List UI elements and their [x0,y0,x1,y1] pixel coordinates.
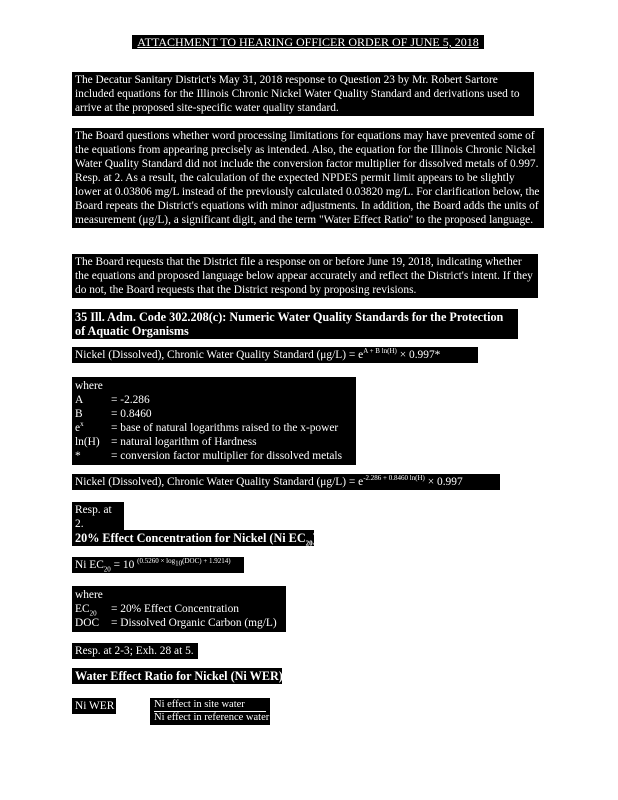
section-heading-ec20-close: ) [312,531,317,545]
equation-2-tail: × 0.997 [424,476,463,488]
definition-key: DOC [75,617,100,629]
citation-2: Resp. at 2-3; Exh. 28 at 5. [72,643,198,659]
definition-value: = 20% Effect Concentration [111,603,239,615]
definition-value: = -2.286 [111,394,150,406]
section-heading-ec20-sub: 20 [305,539,313,548]
section-heading-wer: Water Effect Ratio for Nickel (Ni WER) [72,668,282,684]
section-heading-ec20-text: 20% Effect Concentration for Nickel (Ni EC [75,531,306,545]
board-request-text: The Board requests that the District file a response on or before June 19, 2018, indicating whether the equations and proposed language below appear accurately and reflect the District's intent. If they do not, the Board requests that the District respond by proposing revisions. [75,256,533,296]
equation-3-exponent-text: (0.5260 × log [137,557,176,566]
definition-row [75,449,353,463]
definition-key: EC [75,603,90,615]
definition-key: A [75,394,84,406]
definitions-block-2 [72,586,286,632]
equation-1-lhs: Nickel (Dissolved), Chronic Water Quality Standard (μg/L) = e [75,349,364,361]
equation-3-lhs: Ni EC [75,559,104,571]
definition-row [75,602,283,616]
definition-row [75,435,353,449]
board-questions-text: The Board questions whether word processing limitations for equations may have prevented some of the equations from appearing precisely as intended. Also, the equation for the Illinois Chronic Nickel Water Quality Standard did not include the conversion factor multiplier for dissolved metals of 0.997. Resp. at 2. As a result, the calculation of the expected NPDES permit limit appears to be slightly lower at 0.03806 mg/L instead of the previously calculated 0.03820 mg/L. For clarification below, the Board repeats the District's equations with minor adjustments. In addition, the Board adds the units of measurement (μg/L), a significant digit, and the term "Water Effect Ratio" to the proposed language. [75,130,540,226]
equation-2-exponent: -2.286 + 0.8460 ln(H) [363,474,425,483]
equation-1 [72,347,478,363]
equation-2-lhs: Nickel (Dissolved), Chronic Water Quality Standard (μg/L) = e [75,476,364,488]
definition-value: = natural logarithm of Hardness [111,436,257,448]
wer-lhs: Ni WER [72,698,116,714]
equation-3 [72,557,244,573]
board-request-paragraph [72,254,538,298]
definition-key: * [75,450,81,462]
equation-3-exponent-sub: 10 [175,559,183,568]
definition-row [75,393,353,407]
equation-3-mid: = 10 [110,559,138,571]
wer-denominator: Ni effect in reference water [154,712,270,723]
definitions-block [72,377,356,465]
where-label: where [75,380,103,392]
page-title: ATTACHMENT TO HEARING OFFICER ORDER OF JUNE 5, 2018 [132,35,484,49]
where-label-2: where [75,589,103,601]
section-heading-code: 35 Ill. Adm. Code 302.208(c): Numeric Water Quality Standards for the Protection of Aquatic Organisms [72,309,518,339]
definition-row [75,421,353,435]
definition-value: = 0.8460 [111,408,152,420]
board-questions-paragraph [72,128,544,228]
equation-1-tail: × 0.997* [396,349,441,361]
definition-key: e [75,422,81,434]
definition-value: = conversion factor multiplier for dissolved metals [111,450,343,462]
intro-text: The Decatur Sanitary District's May 31, 2018 response to Question 23 by Mr. Robert Sartore included equations for the Illinois Chronic Nickel Water Quality Standard and derivations used to arrive at the proposed site-specific water quality standard. [75,74,520,114]
definition-value: = base of natural logarithms raised to the x-power [111,422,339,434]
definition-key: ln(H) [75,436,100,448]
citation-1: Resp. at 2. [72,502,124,532]
section-heading-ec20 [72,530,317,548]
equation-3-lhs-sub: 20 [103,565,111,574]
definition-key: B [75,408,83,420]
equation-3-exponent [137,557,231,568]
wer-numerator: Ni effect in site water [154,699,266,712]
equation-1-exponent: A + B ln(H) [363,347,397,356]
definition-row [75,407,353,421]
intro-paragraph [72,72,534,116]
definition-key-exponent: x [80,420,84,429]
definition-value: = Dissolved Organic Carbon (mg/L) [111,617,277,629]
equation-3-exponent-tail: (DOC) + 1.9214) [182,557,231,566]
wer-fraction [150,698,270,725]
definition-key-sub: 20 [89,609,97,618]
equation-2 [72,474,500,490]
definition-row [75,616,283,630]
